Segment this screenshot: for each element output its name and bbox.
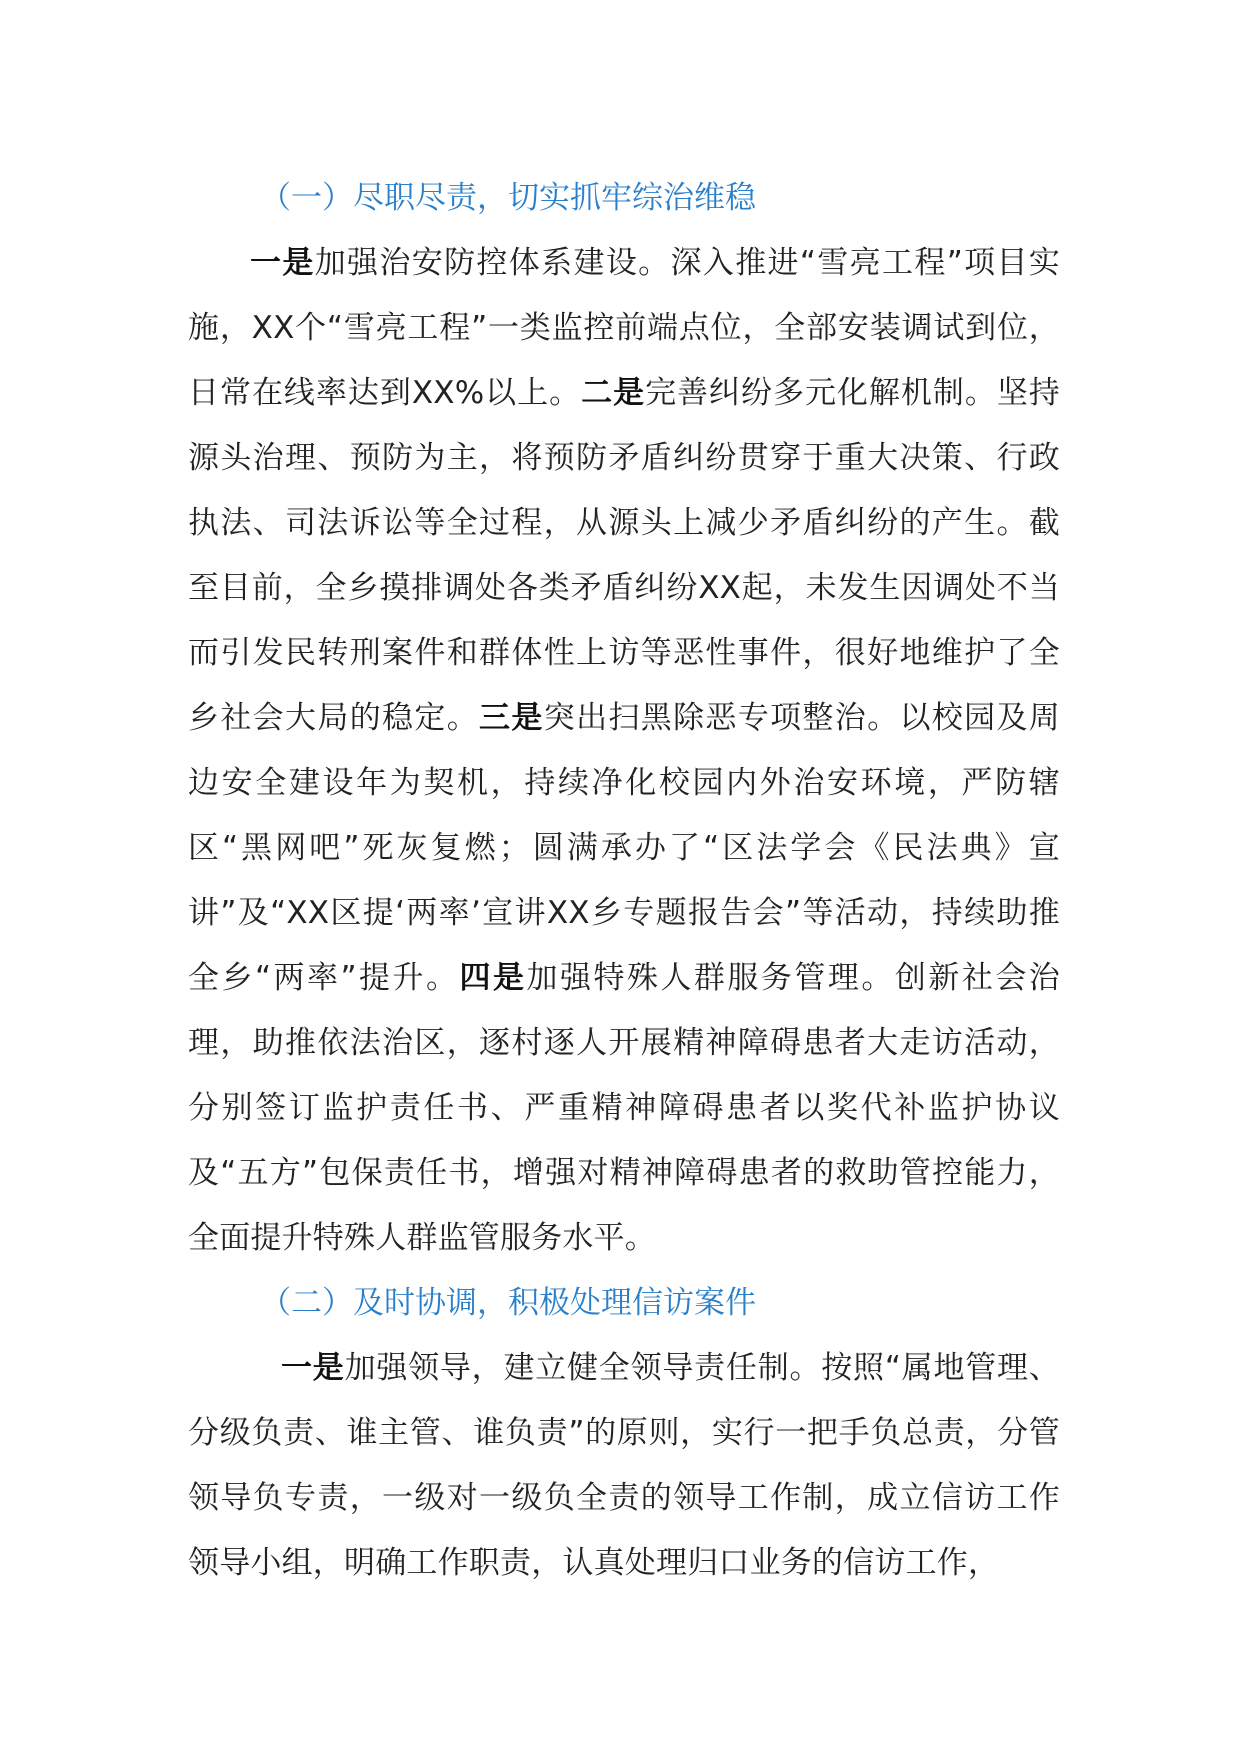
- section-1-paragraph: [188, 231, 1060, 1271]
- body-text: 完善纠纷多元化解机制。坚持源头治理、预防为主，将预防矛盾纠纷贯穿于重大决策、行政执法、司法诉讼等全过程，从源头上减少矛盾纠纷的产生。截至目前，全乡摸排调处各类矛盾纠纷XX起，未发生因调处不当而引发民转刑案件和群体性上访等恶性事件，很好地维护了全乡社会大局的稳定。: [188, 375, 1060, 736]
- section-2-paragraph: [188, 1336, 1060, 1596]
- section-heading-1: （一）尽职尽责，切实抓牢综治维稳: [260, 180, 756, 216]
- body-text: 突出扫黑除恶专项整治。以校园及周边安全建设年为契机，持续净化校园内外治安环境，严防辖区“黑网吧”死灰复燃；圆满承办了“区法学会《民法典》宣讲”及“XX区提‘两率’宣讲XX乡专题报告会”等活动，持续助推全乡“两率”提升。: [188, 700, 1060, 996]
- lead-phrase: 一是: [250, 245, 315, 281]
- lead-phrase: 三是: [479, 700, 544, 736]
- document-body: [188, 166, 1060, 1596]
- body-text: 加强治安防控体系建设。深入推进“雪亮工程”项目实施，XX个“雪亮工程”一类监控前端点位，全部安装调试到位，日常在线率达到XX%以上。: [188, 245, 1060, 411]
- section-heading-2: （二）及时协调，积极处理信访案件: [260, 1285, 756, 1321]
- body-text: 加强特殊人群服务管理。创新社会治理，助推依法治区，逐村逐人开展精神障碍患者大走访活动，分别签订监护责任书、严重精神障碍患者以奖代补监护协议及“五方”包保责任书，增强对精神障碍患者的救助管控能力，全面提升特殊人群监管服务水平。: [188, 960, 1061, 1256]
- lead-phrase: 四是: [459, 960, 527, 996]
- body-text: 加强领导，建立健全领导责任制。按照“属地管理、分级负责、谁主管、谁负责”的原则，实行一把手负总责，分管领导负专责，一级对一级负全责的领导工作制，成立信访工作领导小组，明确工作职责，认真处理归口业务的信访工作，: [188, 1350, 1060, 1581]
- lead-phrase: 二是: [581, 375, 646, 411]
- lead-phrase: 一是: [281, 1350, 345, 1386]
